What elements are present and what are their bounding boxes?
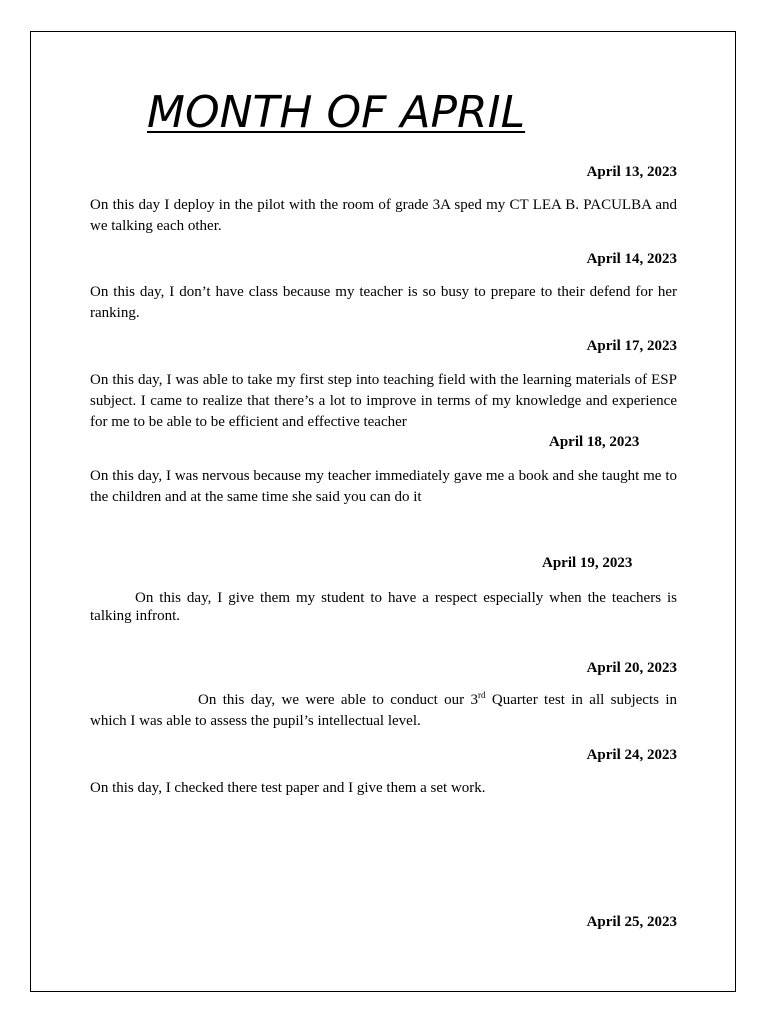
entry-text-part: Quarter test in all subjects in which I was able to assess the pupil’s intellectual level. [90,692,678,729]
entry-text: On this day I deploy in the pilot with the room of grade 3A sped my CT LEA B. PACULBA and we talking each other. [90,197,677,234]
entry-text-part: On this day, we were able to conduct our 3 [198,692,479,708]
entry-text: On this day, I was nervous because my teacher immediately gave me a book and she taught me to the children and at the same time she said you can do it [90,468,677,505]
entry-date: April 19, 2023 [542,555,633,571]
entry-text [90,690,677,732]
ordinal-superscript: rd [478,690,486,700]
entry-date: April 25, 2023 [586,914,677,930]
entry-date: April 13, 2023 [586,164,677,180]
entry-date: April 18, 2023 [549,434,640,450]
entry-text: On this day, I give them my student to have a respect especially when the teachers is talking infront. [90,590,677,624]
page-title: MONTH OF APRIL [147,87,526,138]
entry-text: On this day, I was able to take my first step into teaching field with the learning materials of ESP subject. I came to realize that there’s a lot to improve in terms of my knowledge and experience for me to be able to be efficient and effective teacher [90,372,677,430]
entry-text: On this day, I don’t have class because my teacher is so busy to prepare to their defend for her ranking. [90,284,677,321]
entry-date: April 20, 2023 [586,660,677,676]
entry-date: April 14, 2023 [586,251,677,267]
entry-date: April 24, 2023 [586,747,677,763]
entry-text: On this day, I checked there test paper and I give them a set work. [90,780,486,796]
entry-date: April 17, 2023 [586,338,677,354]
